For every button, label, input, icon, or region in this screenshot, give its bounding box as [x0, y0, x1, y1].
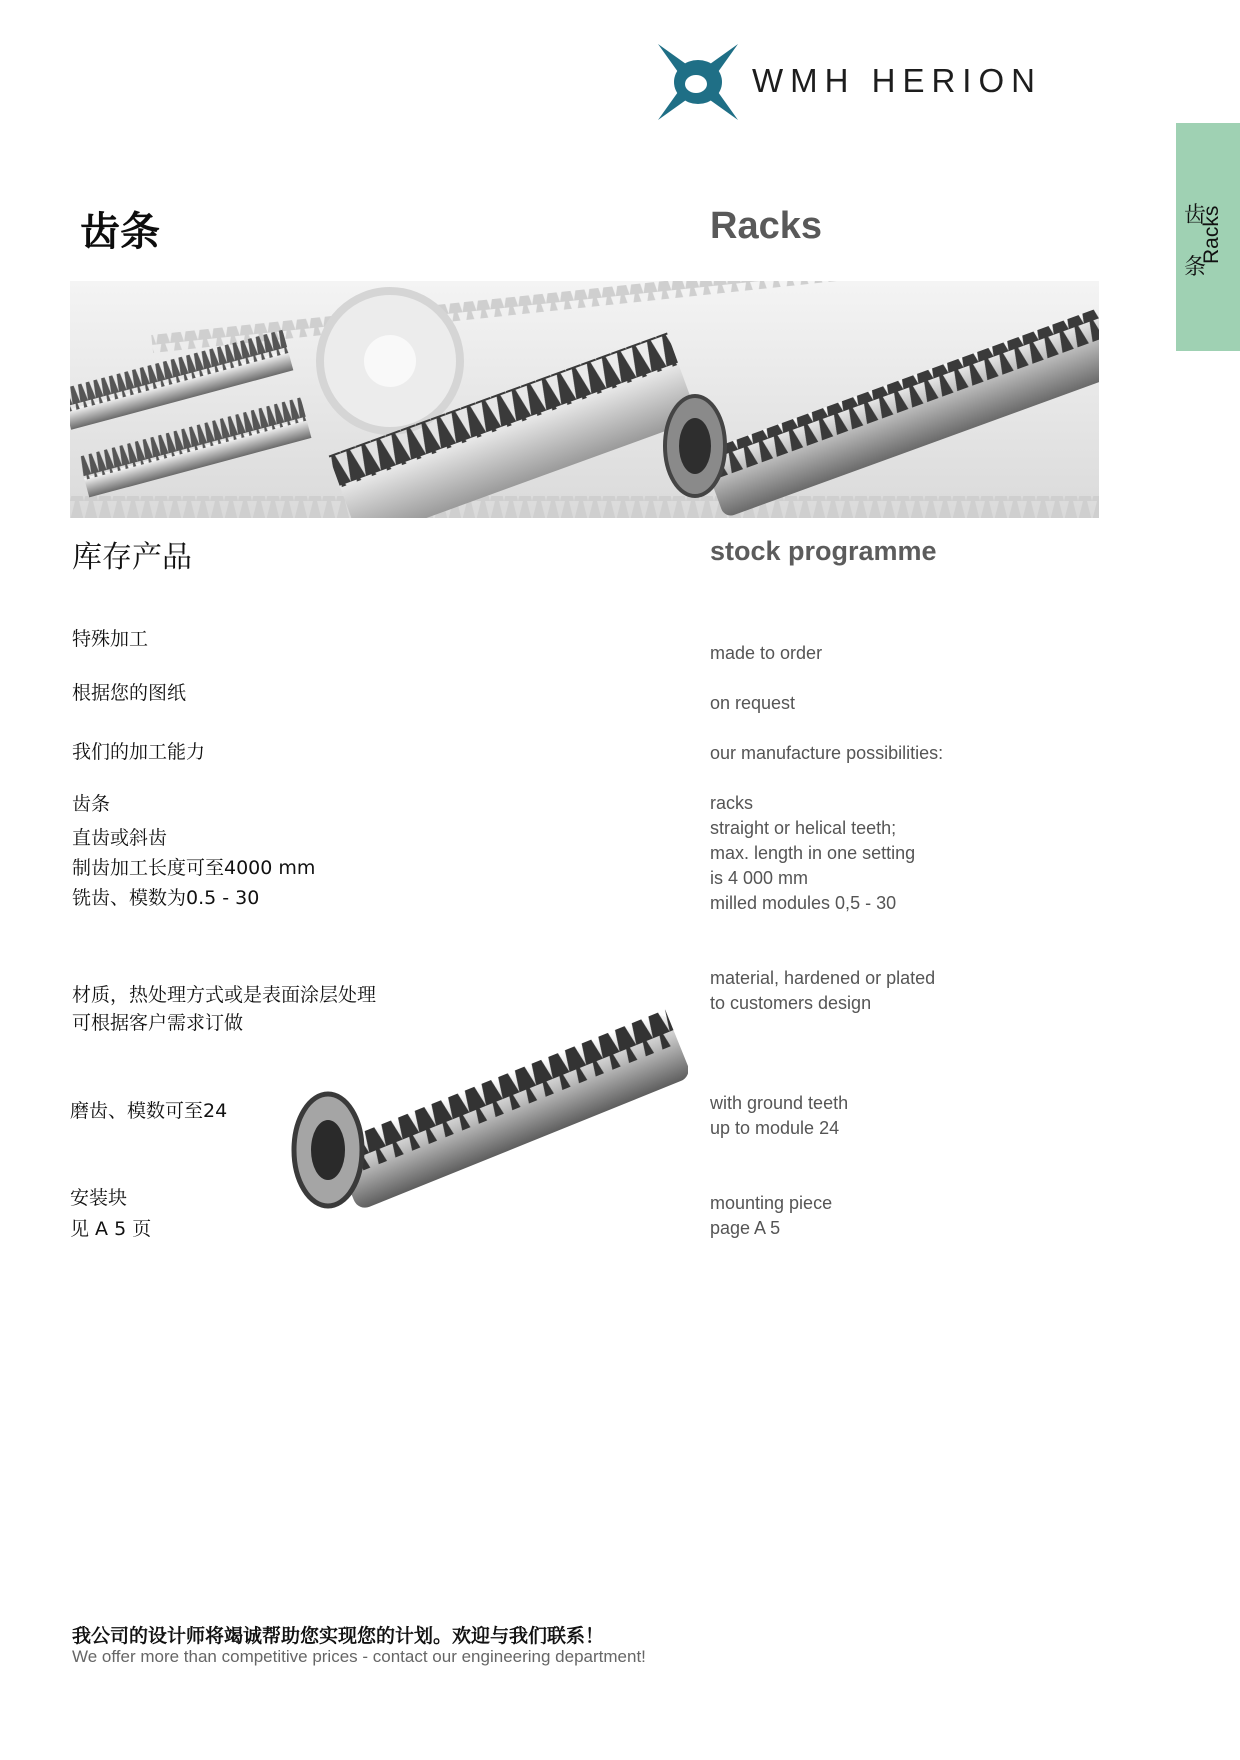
footer-message-en: We offer more than competitive prices - contact our engineering department!: [72, 1647, 646, 1666]
teeth-type-en: straight or helical teeth;: [710, 818, 897, 838]
wmh-herion-logo-icon: [656, 42, 740, 122]
racks-hero-image: [70, 281, 1099, 518]
material-en-2: to customers design: [710, 993, 872, 1013]
milled-modules-en: milled modules 0,5 - 30: [710, 893, 897, 913]
mounting-piece-en-1: mounting piece: [710, 1193, 833, 1213]
special-processing-zh: 特殊加工: [72, 628, 149, 650]
mounting-page-zh: 见 A 5 页: [70, 1218, 152, 1240]
footer-message-zh: 我公司的设计师将竭诚帮助您实现您的计划。欢迎与我们联系！: [72, 1625, 605, 1647]
material-zh-2: 可根据客户需求订做: [72, 1012, 244, 1034]
page-title-en: Racks: [710, 205, 822, 247]
on-request-en: on request: [710, 693, 796, 713]
length-zh: 制齿加工长度可至4000 mm: [72, 857, 316, 879]
brand-name: WMH HERION: [752, 62, 1042, 99]
section-title-en: stock programme: [710, 536, 937, 566]
helical-rack-image: [288, 985, 688, 1225]
side-tab-label-zh: 齿条: [1184, 203, 1207, 280]
capability-zh: 我们的加工能力: [72, 741, 206, 763]
ground-teeth-zh: 磨齿、模数可至24: [70, 1100, 228, 1122]
length-en-2: is 4 000 mm: [710, 868, 809, 888]
mounting-piece-zh: 安装块: [70, 1187, 128, 1209]
length-en-1: max. length in one setting: [710, 843, 916, 863]
section-title-zh: 库存产品: [72, 540, 192, 575]
side-tab-label-en: Racks: [1200, 205, 1223, 264]
material-zh-1: 材质，热处理方式或是表面涂层处理: [72, 984, 377, 1006]
milled-modules-zh: 铣齿、模数为0.5 - 30: [72, 887, 260, 909]
made-to-order-en: made to order: [710, 643, 823, 663]
racks-en: racks: [710, 793, 754, 813]
mounting-piece-en-2: page A 5: [710, 1218, 781, 1238]
per-drawing-zh: 根据您的图纸: [72, 682, 187, 704]
ground-teeth-en-1: with ground teeth: [710, 1093, 849, 1113]
page-title-zh: 齿条: [80, 209, 160, 255]
capability-en: our manufacture possibilities:: [710, 743, 944, 763]
material-en-1: material, hardened or plated: [710, 968, 936, 988]
ground-teeth-en-2: up to module 24: [710, 1118, 840, 1138]
teeth-type-zh: 直齿或斜齿: [72, 827, 168, 849]
racks-zh: 齿条: [72, 793, 111, 815]
